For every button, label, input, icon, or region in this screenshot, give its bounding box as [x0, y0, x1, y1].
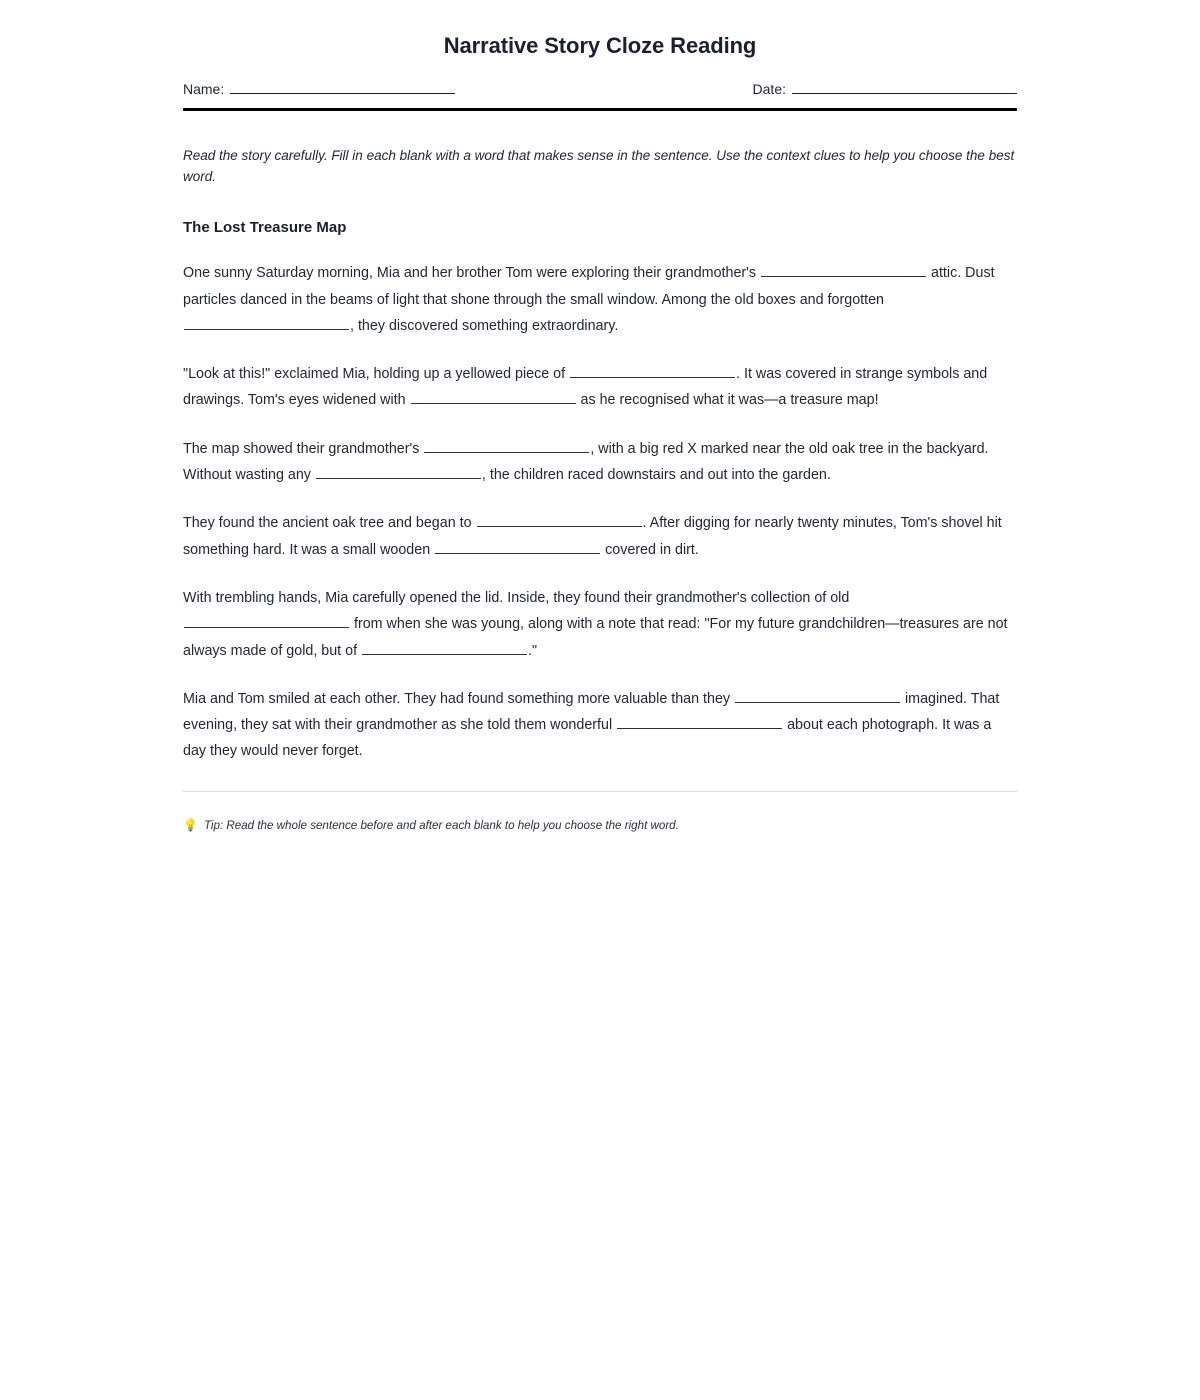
story-text: . After digging for nearly twenty minutes, Tom's shovel hit something hard. It was a small wooden — [183, 515, 1002, 558]
name-write-line[interactable] — [230, 81, 455, 94]
fill-in-blank[interactable] — [477, 513, 642, 528]
fill-in-blank[interactable] — [424, 438, 589, 453]
story-paragraph — [183, 247, 1017, 339]
story-paragraph — [183, 496, 1017, 563]
story-text: covered in dirt. — [601, 541, 699, 558]
story-text: , with a big red X marked near the old oak tree in the backyard. Without wasting any — [183, 440, 989, 484]
story-text: from when she was young, along with a note that read: "For my future grandchildren—treasures are not always made of gold, but of — [183, 616, 1008, 659]
date-label: Date: — [752, 81, 786, 98]
fill-in-blank[interactable] — [617, 715, 782, 730]
name-label: Name: — [183, 81, 225, 98]
instructions-text: Read the story carefully. Fill in each blank with a word that makes sense in the sentence. Use the context clues to help you choose the best word. — [183, 148, 1015, 185]
fill-in-blank[interactable] — [761, 263, 926, 278]
story-text: They found the ancient oak tree and began to — [183, 515, 476, 532]
fill-in-blank[interactable] — [184, 315, 349, 330]
story-body — [183, 236, 1017, 764]
page-title: Narrative Story Cloze Reading — [443, 33, 757, 58]
story-text: ." — [528, 642, 538, 659]
fill-in-blank[interactable] — [362, 640, 527, 655]
story-text: . It was covered in strange symbols and drawings. Tom's eyes widened with — [183, 366, 988, 409]
story-text: The map showed their grandmother's — [183, 440, 424, 457]
header-divider — [183, 108, 1017, 111]
story-text: One sunny Saturday morning, Mia and her brother Tom were exploring their grandmother's — [183, 265, 761, 282]
worksheet-content — [183, 0, 1017, 832]
footer-divider — [183, 791, 1017, 792]
story-text: With trembling hands, Mia carefully opened the lid. Inside, they found their grandmother's collection of old — [183, 589, 850, 606]
story-text: , they discovered something extraordinary. — [350, 317, 619, 334]
fill-in-blank[interactable] — [411, 390, 576, 405]
student-info-row — [183, 81, 1017, 97]
story-text: "Look at this!" exclaimed Mia, holding up a yellowed piece of — [183, 366, 570, 383]
story-text: Mia and Tom smiled at each other. They had found something more valuable than they — [183, 690, 735, 707]
story-text: imagined. That evening, they sat with their grandmother as she told them wonderful — [183, 690, 1000, 734]
date-field[interactable] — [753, 81, 1017, 97]
story-text: attic. Dust particles danced in the beams of light that shone through the small window. Among the old boxes and forgotten — [183, 265, 995, 308]
lightbulb-icon: 💡 — [183, 817, 198, 832]
fill-in-blank[interactable] — [184, 614, 349, 629]
tip-text: Tip: Read the whole sentence before and after each blank to help you choose the right word. — [203, 818, 679, 832]
fill-in-blank[interactable] — [735, 688, 900, 703]
story-paragraph — [183, 422, 1017, 489]
story-text: , the children raced downstairs and out into the garden. — [481, 467, 831, 484]
story-paragraph — [183, 571, 1017, 664]
fill-in-blank[interactable] — [570, 364, 735, 379]
story-text: about each photograph. It was a day they would never forget. — [183, 717, 992, 760]
story-paragraph — [183, 347, 1017, 414]
name-field[interactable] — [183, 81, 455, 97]
fill-in-blank[interactable] — [435, 539, 600, 554]
date-write-line[interactable] — [792, 81, 1017, 94]
story-title: The Lost Treasure Map — [183, 219, 347, 237]
story-paragraph — [183, 672, 1017, 765]
tip-note — [183, 800, 1017, 832]
story-text: as he recognised what it was—a treasure map! — [576, 392, 879, 409]
fill-in-blank[interactable] — [316, 464, 481, 479]
